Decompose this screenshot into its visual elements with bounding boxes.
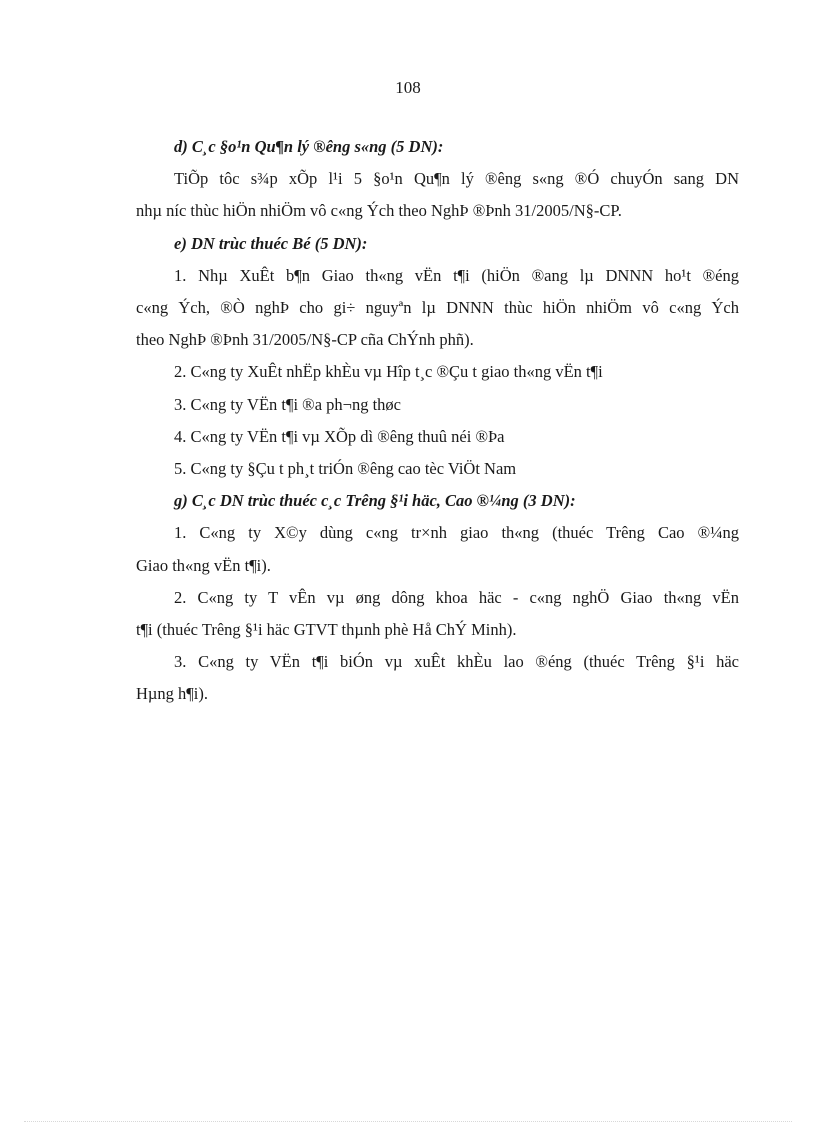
list-item: 2. C«ng ty XuÊt nhËp khÈu vµ Hîp t¸c ®Çu t giao th«ng vËn t¶i [174, 362, 603, 382]
list-item-line: c«ng Ých, ®Ò nghÞ cho gi÷ nguyªn lµ DNNN thùc hiÖn nhiÖm vô c«ng Ých [136, 298, 739, 318]
document-body [136, 131, 739, 711]
list-item: 5. C«ng ty §Çu t ph¸t triÓn ®êng cao tèc ViÖt Nam [174, 459, 517, 479]
paragraph-line: TiÕp tôc s¾p xÕp l¹i 5 §o¹n Qu¶n lý ®êng s«ng ®Ó chuyÓn sang DN [174, 169, 739, 189]
list-item-line: 1. Nhµ XuÊt b¶n Giao th«ng vËn t¶i (hiÖn ®ang lµ DNNN ho¹t ®éng [174, 265, 739, 285]
paragraph-line: nhµ níc thùc hiÖn nhiÖm vô c«ng Ých theo NghÞ ®Þnh 31/2005/N§-CP. [136, 201, 622, 221]
list-item-line: 3. C«ng ty VËn t¶i biÓn vµ xuÊt khÈu lao ®éng (thuéc Trêng §¹i häc [174, 652, 739, 672]
section-heading-e: e) DN trùc thuéc Bé (5 DN): [174, 233, 368, 253]
list-item-line: 1. C«ng ty X©y dùng c«ng tr×nh giao th«ng (thuéc Trêng Cao ®¼ng [174, 523, 739, 543]
list-item-line: Hµng h¶i). [136, 684, 208, 704]
page-bottom-divider [24, 1121, 792, 1122]
list-item-line: Giao th«ng vËn t¶i). [136, 555, 271, 575]
section-heading-d: d) C¸c §o¹n Qu¶n lý ®êng s«ng (5 DN): [174, 137, 444, 156]
list-item: 3. C«ng ty VËn t¶i ®a ph¬ng thøc [174, 394, 402, 414]
list-item-line: theo NghÞ ®Þnh 31/2005/N§-CP cña ChÝnh phñ). [136, 330, 474, 350]
list-item-line: t¶i (thuéc Trêng §¹i häc GTVT thµnh phè Hå ChÝ Minh). [136, 620, 517, 640]
list-item-line: 2. C«ng ty T vÊn vµ øng dông khoa häc - c«ng nghÖ Giao th«ng vËn [174, 587, 739, 607]
section-heading-g: g) C¸c DN trùc thuéc c¸c Trêng §¹i häc, Cao ®¼ng (3 DN): [174, 491, 576, 511]
list-item: 4. C«ng ty VËn t¶i vµ XÕp dì ®êng thuû néi ®Þa [174, 426, 505, 446]
page-number: 108 [395, 78, 421, 97]
